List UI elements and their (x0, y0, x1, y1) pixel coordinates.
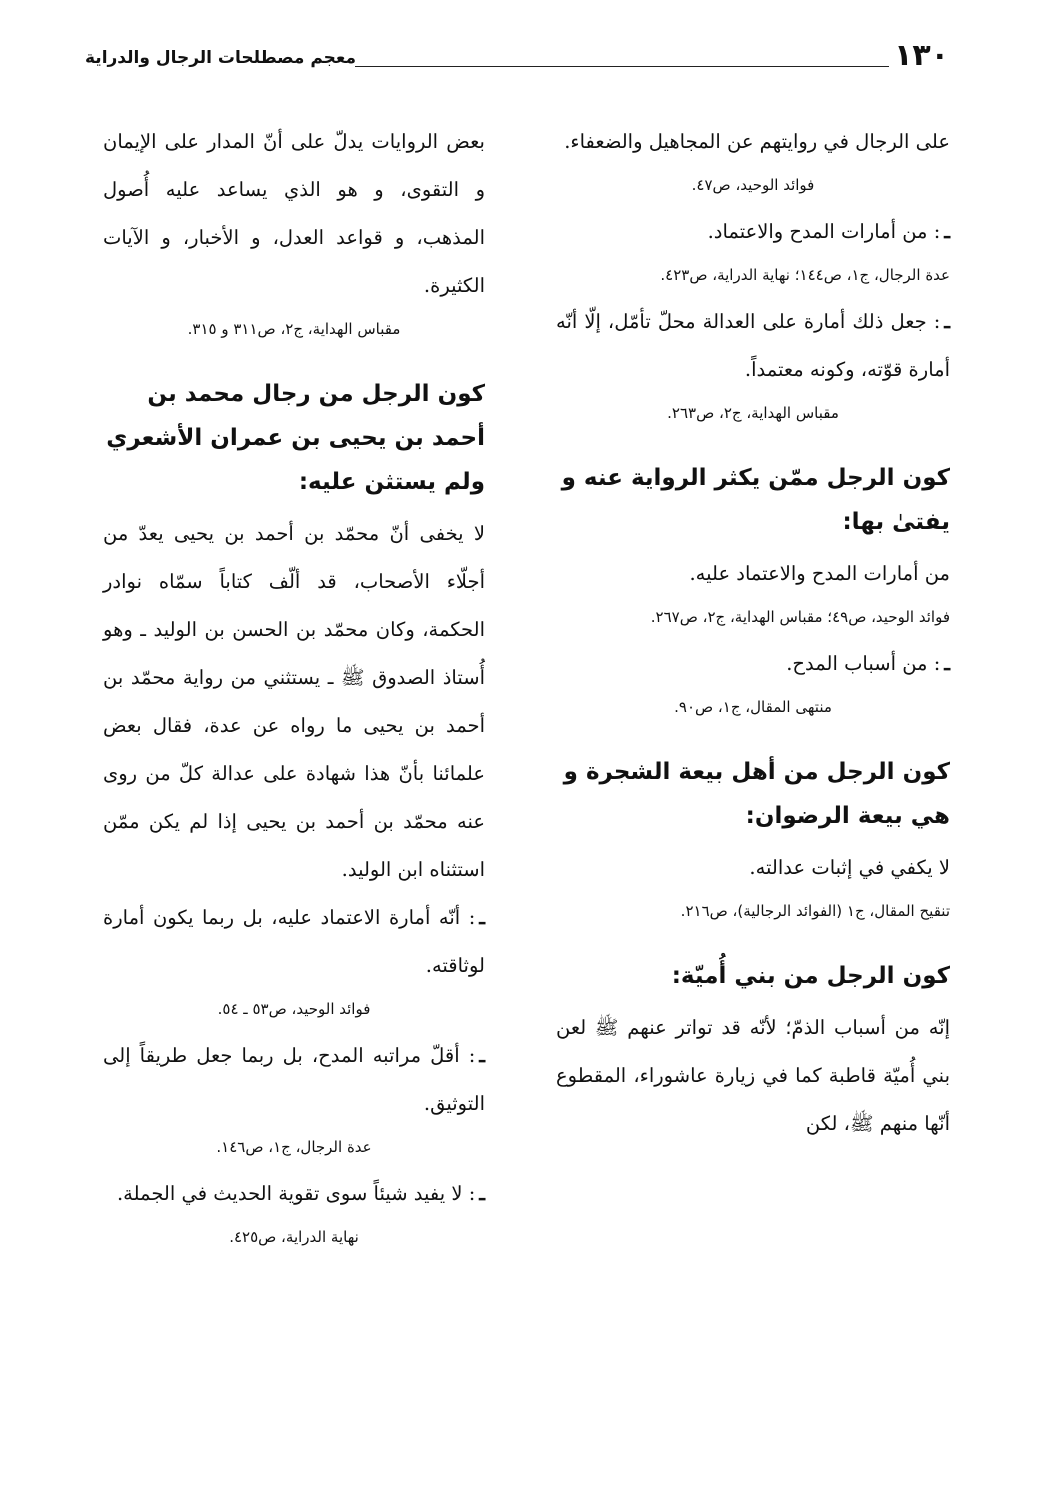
page-header (85, 38, 949, 78)
paragraph: إنّه من أسباب الذمّ؛ لأنّه قد تواتر عنهم ﷺ لعن بني أُميّة قاطبة كما في زيارة عاشوراء، المقطوع أنّها منهم ﷺ، لكن (556, 1016, 950, 1135)
citation: عدة الرجال، ج١، ص١٤٤؛ نهاية الدراية، ص٤٢٣. (660, 266, 950, 284)
entry-heading: كون الرجل من أهل بيعة الشجرة و هي بيعة الرضوان: (563, 759, 950, 829)
citation: عدة الرجال، ج١، ص١٤٦. (216, 1138, 372, 1156)
book-title: معجم مصطلحات الرجال والدراية (85, 48, 357, 68)
citation: فوائد الوحيد، ص٤٩؛ مقباس الهداية، ج٢، ص٢٦٧. (650, 608, 950, 626)
citation: منتهى المقال، ج١، ص٩٠. (674, 698, 832, 716)
header-rule (355, 66, 889, 67)
entry-heading: كون الرجل ممّن يكثر الرواية عنه و يفتىٰ بها: (561, 465, 950, 535)
paragraph: لا يخفى أنّ محمّد بن أحمد بن يحيى يعدّ من أجلّاء الأصحاب، قد ألّف كتاباً سمّاه نوادر الحكمة، وكان محمّد بن الحسن بن الوليد ـ وهو أُستاذ الصدوق ﷺ ـ يستثني من رواية محمّد بن أحمد بن يحيى ما رواه عن عدة، فقال بعض علمائنا بأنّ هذا شهادة على عدالة كلّ من روى عنه محمّد بن أحمد بن يحيى إذا لم يكن ممّن استثناه ابن الوليد. (103, 522, 485, 881)
citation: مقباس الهداية، ج٢، ص٢٦٣. (667, 404, 839, 422)
dash-mark: ـ (944, 652, 950, 675)
paragraph: ـ: جعل ذلك أمارة على العدالة محلّ تأمّل، إلّا أنّه أمارة قوّته، وكونه معتمداً. (556, 310, 950, 381)
page-number: ١٣٠ (894, 38, 949, 73)
citation: مقباس الهداية، ج٢، ص٣١١ و ٣١٥. (187, 320, 401, 338)
dash-mark: ـ (479, 1182, 485, 1205)
paragraph: ـ: أنّه أمارة الاعتماد عليه، بل ربما يكون أمارة لوثاقته. (103, 906, 485, 977)
paragraph: ـ: أقلّ مراتبه المدح، بل ربما جعل طريقاً إلى التوثيق. (103, 1044, 485, 1115)
paragraph: ـ: لا يفيد شيئاً سوى تقوية الحديث في الجملة. (116, 1182, 485, 1205)
paragraph: من أمارات المدح والاعتماد عليه. (689, 562, 950, 585)
citation: فوائد الوحيد، ص٤٧. (691, 176, 815, 194)
citation: تنقيح المقال، ج١ (الفوائد الرجالية)، ص٢١٦. (680, 902, 950, 920)
dash-mark: ـ (944, 310, 950, 333)
paragraph: ـ: من أسباب المدح. (786, 652, 950, 675)
citation: فوائد الوحيد، ص٥٣ ـ ٥٤. (217, 1000, 371, 1018)
left-column (103, 118, 485, 1260)
paragraph: ـ: من أمارات المدح والاعتماد. (707, 220, 950, 243)
entry-heading: كون الرجل من بني أُميّة: (671, 963, 950, 989)
dash-mark: ـ (944, 220, 950, 243)
paragraph: على الرجال في روايتهم عن المجاهيل والضعفاء. (564, 130, 950, 153)
entry-heading: كون الرجل من رجال محمد بن أحمد بن يحيى بن عمران الأشعري ولم يستثن عليه: (106, 381, 485, 495)
paragraph: لا يكفي في إثبات عدالته. (749, 856, 950, 879)
dash-mark: ـ (479, 1044, 485, 1067)
paragraph: بعض الروايات يدلّ على أنّ المدار على الإيمان و التقوى، و هو الذي يساعد عليه أُصول المذهب، و قواعد العدل، و الأخبار، و الآيات الكثيرة. (103, 130, 485, 297)
dash-mark: ـ (479, 906, 485, 929)
right-column (556, 118, 950, 1148)
citation: نهاية الدراية، ص٤٢٥. (229, 1228, 359, 1246)
